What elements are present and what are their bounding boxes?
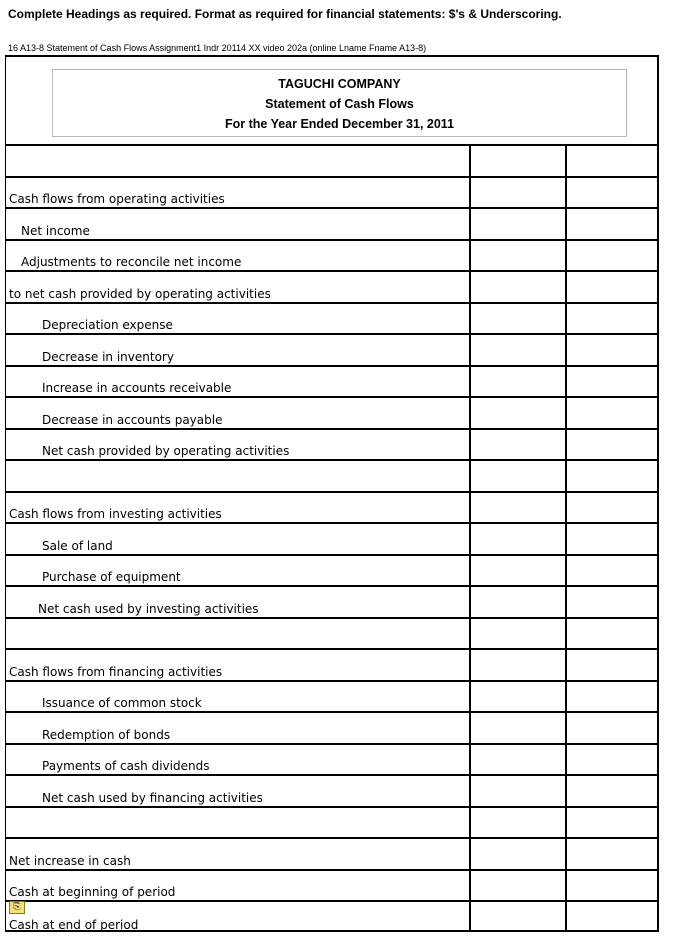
statement-row	[6, 239, 657, 271]
statement-row	[6, 365, 657, 397]
statement-row	[6, 774, 657, 806]
row-label[interactable]: Cash flows from financing activities	[9, 664, 223, 679]
statement-row	[6, 459, 657, 491]
total-cell[interactable]	[565, 178, 657, 208]
amount-cell[interactable]	[469, 241, 567, 271]
statement-row	[6, 270, 657, 302]
total-cell[interactable]	[565, 839, 657, 869]
company-name: TAGUCHI COMPANY	[278, 77, 401, 91]
statement-row	[6, 302, 657, 334]
total-cell[interactable]	[565, 272, 657, 302]
total-cell[interactable]	[565, 304, 657, 334]
amount-cell[interactable]	[469, 335, 567, 365]
statement-name: Statement of Cash Flows	[265, 97, 414, 111]
row-label[interactable]: Increase in accounts receivable	[42, 381, 232, 395]
amount-cell[interactable]	[469, 272, 567, 302]
total-cell[interactable]	[565, 524, 657, 554]
total-cell[interactable]	[565, 146, 657, 176]
total-cell[interactable]	[565, 776, 657, 806]
row-label[interactable]: Cash at end of period	[9, 917, 139, 932]
statement-row	[6, 680, 657, 712]
row-label[interactable]: Purchase of equipment	[42, 570, 181, 584]
statement-row	[6, 837, 657, 869]
total-cell[interactable]	[565, 493, 657, 523]
total-cell[interactable]	[565, 335, 657, 365]
total-cell[interactable]	[565, 398, 657, 428]
instructions: Complete Headings as required. Format as required for financial statements: $'s & Underscoring.	[8, 7, 562, 21]
row-label[interactable]: Cash flows from operating activities	[9, 192, 225, 206]
total-cell[interactable]	[565, 682, 657, 712]
statement-row	[6, 396, 657, 428]
total-cell[interactable]	[565, 209, 657, 239]
statement-row	[6, 869, 657, 901]
total-cell[interactable]	[565, 461, 657, 491]
total-cell[interactable]	[565, 808, 657, 838]
row-label[interactable]: Decrease in accounts payable	[42, 412, 223, 427]
total-cell[interactable]	[565, 745, 657, 775]
statement-row	[6, 900, 657, 932]
file-title: 16 A13-8 Statement of Cash Flows Assignment1 Indr 20114 XX video 202a (online Lname Fname A13-8)	[8, 43, 427, 53]
paste-options-icon[interactable]: ⎘	[9, 901, 25, 914]
amount-cell[interactable]	[469, 871, 567, 901]
statement-period: For the Year Ended December 31, 2011	[224, 117, 455, 131]
amount-cell[interactable]	[469, 808, 567, 838]
amount-cell[interactable]	[469, 209, 567, 239]
amount-cell[interactable]	[469, 776, 567, 806]
row-label[interactable]: Cash at beginning of period	[9, 885, 176, 899]
amount-cell[interactable]	[469, 461, 567, 491]
amount-cell[interactable]	[469, 839, 567, 869]
amount-cell[interactable]	[469, 713, 567, 743]
statement-row	[6, 648, 657, 680]
statement-row	[6, 333, 657, 365]
row-label[interactable]: Net increase in cash	[9, 853, 131, 868]
statement-header	[6, 57, 657, 144]
heading-box[interactable]	[52, 69, 627, 137]
row-label[interactable]: Redemption of bonds	[42, 727, 171, 742]
row-label[interactable]: Payments of cash dividends	[42, 759, 210, 773]
amount-cell[interactable]	[469, 146, 567, 176]
statement-row	[6, 207, 657, 239]
row-label[interactable]: Decrease in inventory	[42, 349, 174, 364]
statement-row	[6, 585, 657, 617]
amount-cell[interactable]	[469, 619, 567, 649]
amount-cell[interactable]	[469, 902, 567, 932]
row-label[interactable]: to net cash provided by operating activities	[9, 286, 271, 301]
total-cell[interactable]	[565, 367, 657, 397]
row-label[interactable]: Issuance of common stock	[42, 696, 202, 710]
row-label[interactable]: Sale of land	[42, 538, 113, 553]
amount-cell[interactable]	[469, 493, 567, 523]
statement-row	[6, 617, 657, 649]
total-cell[interactable]	[565, 871, 657, 901]
row-label[interactable]: Net cash provided by operating activities	[42, 444, 290, 458]
statement-row	[6, 711, 657, 743]
statement-worksheet	[5, 55, 659, 932]
total-cell[interactable]	[565, 430, 657, 460]
amount-cell[interactable]	[469, 745, 567, 775]
total-cell[interactable]	[565, 241, 657, 271]
row-label[interactable]: Net cash used by financing activities	[42, 790, 263, 805]
row-label[interactable]: Net cash used by investing activities	[38, 601, 259, 616]
amount-cell[interactable]	[469, 367, 567, 397]
amount-cell[interactable]	[469, 178, 567, 208]
total-cell[interactable]	[565, 713, 657, 743]
statement-row	[6, 743, 657, 775]
row-label[interactable]: Depreciation expense	[42, 318, 173, 332]
amount-cell[interactable]	[469, 430, 567, 460]
amount-cell[interactable]	[469, 682, 567, 712]
statement-row	[6, 554, 657, 586]
statement-row	[6, 428, 657, 460]
statement-row	[6, 522, 657, 554]
amount-cell[interactable]	[469, 398, 567, 428]
statement-row	[6, 806, 657, 838]
row-label[interactable]: Adjustments to reconcile net income	[21, 255, 242, 269]
row-label[interactable]: Net income	[21, 223, 90, 238]
total-cell[interactable]	[565, 556, 657, 586]
amount-cell[interactable]	[469, 650, 567, 680]
statement-rows	[6, 144, 657, 932]
amount-cell[interactable]	[469, 556, 567, 586]
row-label[interactable]: Cash flows from investing activities	[9, 507, 222, 521]
amount-cell[interactable]	[469, 524, 567, 554]
total-cell[interactable]	[565, 619, 657, 649]
statement-row	[6, 176, 657, 208]
total-cell[interactable]	[565, 587, 657, 617]
amount-cell[interactable]	[469, 587, 567, 617]
statement-row	[6, 491, 657, 523]
statement-row	[6, 144, 657, 176]
total-cell[interactable]	[565, 902, 657, 932]
amount-cell[interactable]	[469, 304, 567, 334]
total-cell[interactable]	[565, 650, 657, 680]
